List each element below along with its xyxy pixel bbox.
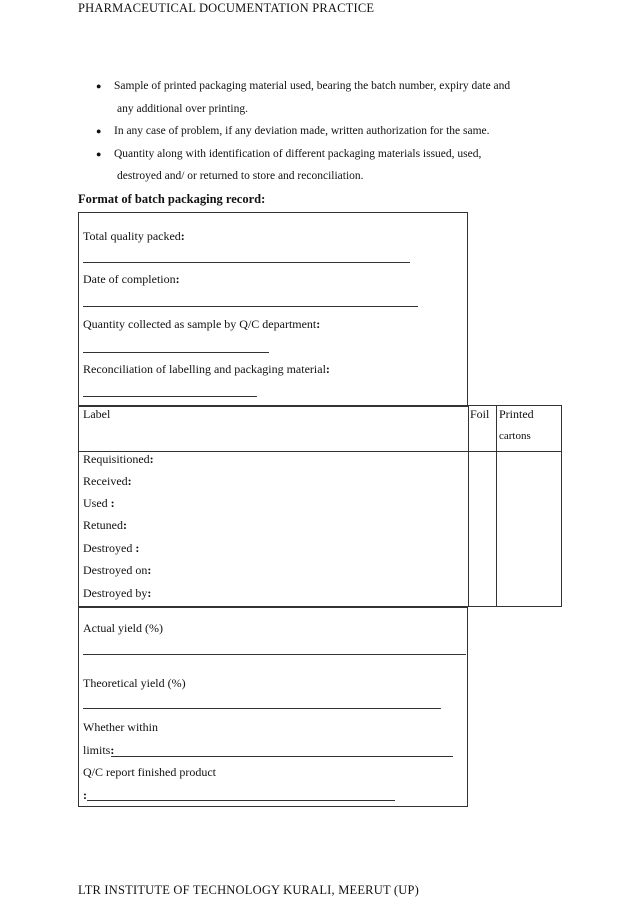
blank-line — [83, 396, 257, 397]
blank-line — [87, 800, 395, 801]
reconciliation-label: Reconciliation of labelling and packaging material: — [83, 362, 330, 376]
blank-line — [83, 708, 441, 709]
qc-report-label: Q/C report finished product — [83, 765, 216, 779]
format-heading: Format of batch packaging record: — [78, 192, 266, 206]
table-divider — [468, 405, 469, 607]
table-row: Retuned: — [83, 518, 127, 532]
table-row: Destroyed by: — [83, 586, 152, 600]
blank-line — [83, 352, 269, 353]
blank-line — [83, 306, 418, 307]
bullet-list — [96, 75, 566, 188]
table-row: Requisitioned: — [83, 452, 154, 466]
bullet-text-continued: any additional over printing. — [117, 102, 248, 115]
bullet-text-continued: destroyed and/ or returned to store and reconciliation. — [117, 170, 364, 182]
bullet-text: In any case of problem, if any deviation made, written authorization for the same. — [114, 125, 490, 137]
qc-report-colon: : — [83, 788, 87, 802]
bullet-item — [96, 75, 566, 120]
bullet-item — [96, 120, 566, 143]
col-printed-header: Printed — [499, 407, 534, 421]
table-divider — [496, 405, 497, 607]
table-row: Destroyed on: — [83, 563, 152, 577]
total-quality-label: Total quality packed: — [83, 229, 185, 243]
table-row: Used : — [83, 496, 115, 510]
limits-label: limits: — [83, 743, 115, 757]
col-foil-header: Foil — [470, 407, 490, 421]
bullet-text: Quantity along with identification of different packaging materials issued, used, — [114, 147, 482, 160]
qty-sample-label: Quantity collected as sample by Q/C department: — [83, 317, 321, 331]
col-printed-header-2: cartons — [499, 430, 531, 442]
table-row: Destroyed : — [83, 541, 140, 555]
page-header: PHARMACEUTICAL DOCUMENTATION PRACTICE — [78, 1, 375, 15]
col-label-header: Label — [83, 407, 111, 421]
bullet-item — [96, 143, 566, 188]
actual-yield-label: Actual yield (%) — [83, 621, 163, 635]
bullet-text: Sample of printed packaging material used, bearing the batch number, expiry date and — [114, 80, 511, 92]
date-completion-label: Date of completion: — [83, 272, 180, 286]
whether-within-label: Whether within — [83, 720, 158, 734]
theoretical-yield-label: Theoretical yield (%) — [83, 676, 186, 690]
blank-line — [83, 262, 410, 263]
blank-line — [111, 756, 453, 757]
blank-line — [83, 654, 466, 655]
table-row: Received: — [83, 474, 132, 488]
page-footer: LTR INSTITUTE OF TECHNOLOGY KURALI, MEERUT (UP) — [78, 883, 419, 897]
